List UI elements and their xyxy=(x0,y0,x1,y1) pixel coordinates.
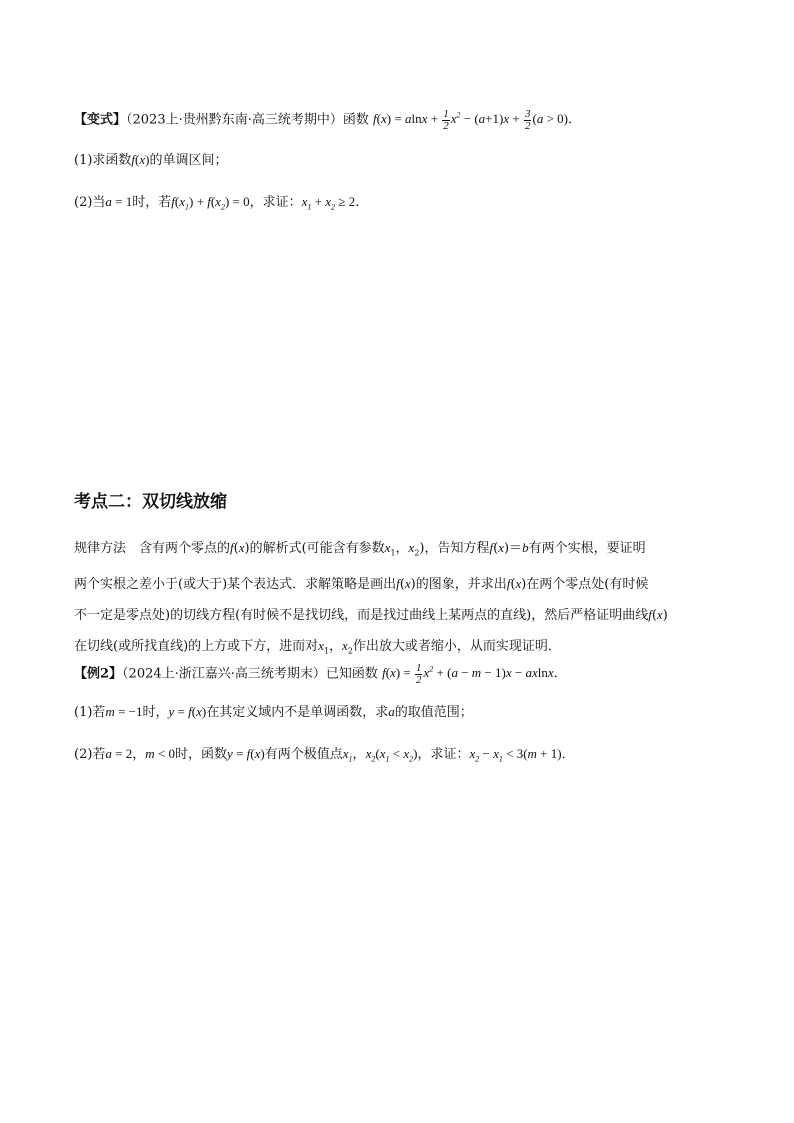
example-2-function-formula: f(x) = $\frac{1}{2}$ $x^2 + (a - m - 1)x - axlnx$． xyxy=(382,661,567,686)
variant-part-1: (1)求函数f(x)的单调区间； xyxy=(74,152,228,168)
method-paragraph: 规律方法 含有两个零点的f(x)的解析式(可能含有参数$x_1$，$x_2$)，告知方程f(x)＝b有两个实根，要证明 两个实根之差小于(或大于)某个表达式．求解策略是画出f(x)的图象，并求出f(x)在两个零点处(有时候 不一定是零点处)的切线方程(有时候不是找切线，而是找过曲线上某两点的直线)，然后严格证明曲线f(x) 在切线(或所找直线)的上方或下方，进而对$x_1$，$x_2$作出放大或者缩小，从而实现证明． xyxy=(74,540,668,656)
example-2-source: （2024上·浙江嘉兴·高三统考期末） xyxy=(122,666,326,682)
section-heading: 考点二：双切线放缩 xyxy=(74,492,227,512)
example-2-part-2: (2)若a = 2，m < 0时，函数y = f(x)有两个极值点$x_1$，$x_2(x_1 < x_2)$，求证：$x_2 - x_1 < 3(m + 1)$． xyxy=(74,746,575,764)
variant-function-formula: f(x) = alnx + $\frac{1}{2}$ $x^2 - (a+1)x$ + $\frac{3}{2}$ (a > 0)． xyxy=(373,107,581,132)
variant-stem: 【变式】（2023上·贵州黔东南·高三统考期中）函数 f(x) = alnx + $\frac{1}{2}$ $x^2 - (a+1)x$ + $\frac{3}{2}$ (a > 0)． xyxy=(74,107,581,132)
example-2-tag: 【例2】 xyxy=(74,666,123,682)
variant-tag: 【变式】 xyxy=(74,112,127,128)
variant-part-2: (2)当a = 1时，若$f(x_1) + f(x_2) = 0$，求证：$x_1 + x_2 \ge 2$. xyxy=(74,194,360,212)
example-2-stem: 【例2】（2024上·浙江嘉兴·高三统考期末）已知函数 f(x) = $\frac{1}{2}$ $x^2 + (a - m - 1)x - axlnx$． xyxy=(74,661,567,686)
example-2-part-1: (1)若m = −1时，y = f(x)在其定义域内不是单调函数，求a的取值范围； xyxy=(74,704,473,720)
variant-source: （2023上·贵州黔东南·高三统考期中） xyxy=(126,112,343,128)
